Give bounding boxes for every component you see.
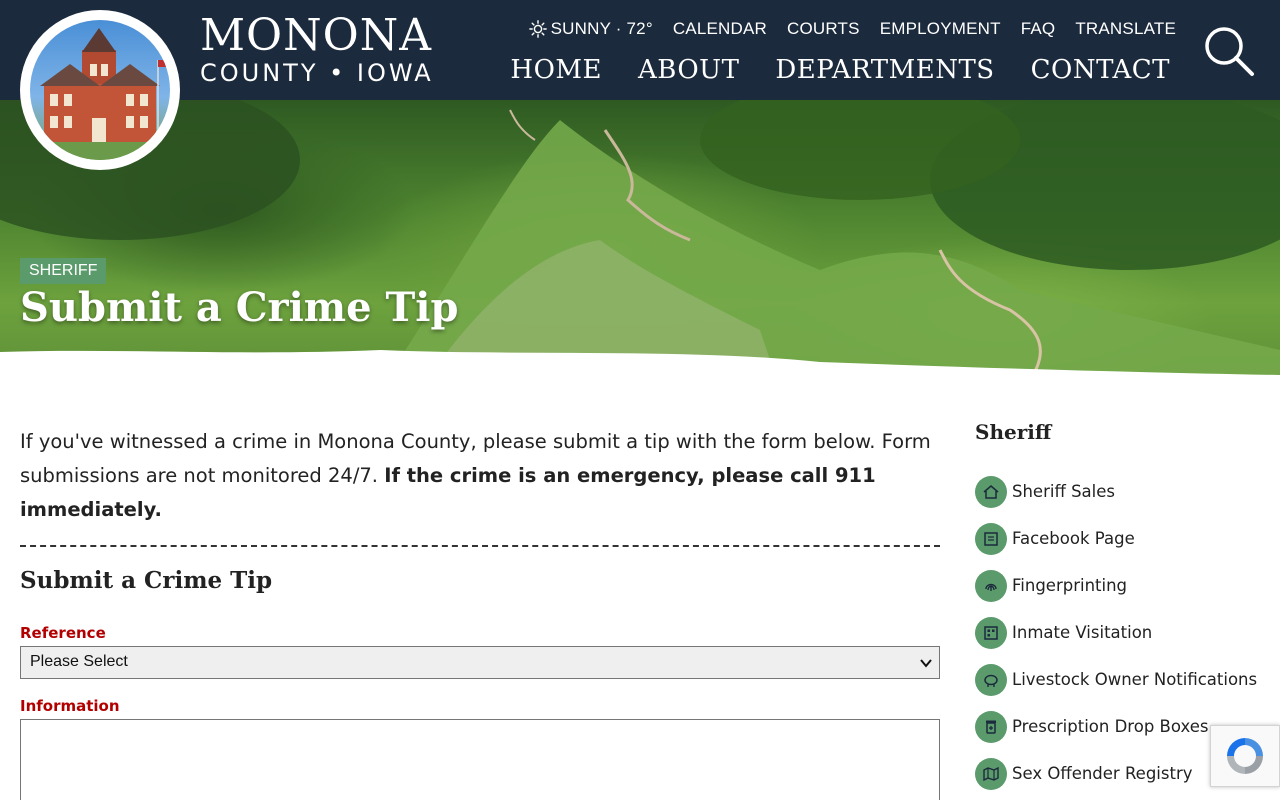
sheep-icon	[975, 664, 1007, 696]
emergency-notice: If the crime is an emergency, please call 911 immediately.	[20, 464, 876, 521]
hero-banner	[0, 100, 1280, 390]
pill-bottle-icon	[975, 711, 1007, 743]
weather-text: SUNNY · 72°	[550, 19, 653, 38]
courthouse-image	[30, 20, 170, 160]
brand-name: MONONA	[200, 10, 432, 61]
reference-select[interactable]	[20, 646, 940, 679]
weather-widget	[529, 19, 653, 39]
utility-link-courts[interactable]: COURTS	[787, 19, 860, 38]
sidebar-item-label: Facebook Page	[1012, 529, 1135, 548]
reference-label: Reference	[20, 624, 106, 642]
sidebar-item-label: Inmate Visitation	[1012, 623, 1153, 642]
sidebar-item-label: Sheriff Sales	[1012, 482, 1115, 501]
recaptcha-icon	[1223, 734, 1267, 778]
reference-select-value: Please Select	[30, 653, 128, 670]
utility-link-calendar[interactable]: CALENDAR	[672, 19, 768, 38]
sidebar-item-facebook-page[interactable]	[975, 515, 1265, 562]
page-title: Submit a Crime Tip	[20, 284, 459, 331]
house-icon	[975, 476, 1007, 508]
sidebar-item-label: Prescription Drop Boxes	[1012, 717, 1209, 736]
utility-nav	[529, 19, 1176, 39]
site-brand[interactable]	[200, 12, 434, 86]
utility-link-translate[interactable]: TRANSLATE	[1075, 19, 1176, 38]
newspaper-icon	[975, 523, 1007, 555]
fingerprint-icon	[975, 570, 1007, 602]
site-header	[0, 0, 1280, 100]
sun-icon	[529, 20, 547, 38]
nav-departments[interactable]: DEPARTMENTS	[775, 55, 995, 85]
sidebar-item-inmate-visitation[interactable]	[975, 609, 1265, 656]
main-nav	[510, 55, 1170, 85]
sidebar-item-sheriff-sales[interactable]	[975, 468, 1265, 515]
information-textarea[interactable]	[20, 719, 940, 800]
utility-link-employment[interactable]: EMPLOYMENT	[879, 19, 1001, 38]
sidebar-title: Sheriff	[975, 420, 1052, 444]
search-button[interactable]	[1202, 24, 1256, 78]
department-tag[interactable]: SHERIFF	[20, 258, 106, 284]
recaptcha-badge[interactable]	[1210, 725, 1280, 787]
nav-about[interactable]: ABOUT	[637, 55, 740, 85]
intro-paragraph	[20, 425, 940, 527]
hills-illustration	[0, 100, 1280, 390]
sidebar-item-livestock-notifications[interactable]	[975, 656, 1265, 703]
building-icon	[975, 617, 1007, 649]
nav-contact[interactable]: CONTACT	[1030, 55, 1170, 85]
sidebar-item-label: Fingerprinting	[1012, 576, 1128, 595]
county-logo[interactable]	[20, 10, 180, 170]
brand-subtitle: COUNTY • IOWA	[200, 59, 434, 87]
intro-text: If you've witnessed a crime in Monona County, please submit a tip with the form below. Form submissions are not monitored 24/7.	[20, 430, 931, 487]
search-icon	[1202, 24, 1256, 78]
information-label: Information	[20, 697, 120, 715]
section-divider	[20, 545, 940, 547]
sidebar-item-label: Sex Offender Registry	[1012, 764, 1193, 783]
form-title: Submit a Crime Tip	[20, 567, 273, 594]
main-content	[20, 425, 940, 800]
sidebar-item-fingerprinting[interactable]	[975, 562, 1265, 609]
utility-link-faq[interactable]: FAQ	[1020, 19, 1056, 38]
nav-home[interactable]: HOME	[510, 55, 602, 85]
map-icon	[975, 758, 1007, 790]
sidebar-item-label: Livestock Owner Notifications	[1012, 670, 1258, 689]
chevron-down-icon	[919, 656, 933, 670]
